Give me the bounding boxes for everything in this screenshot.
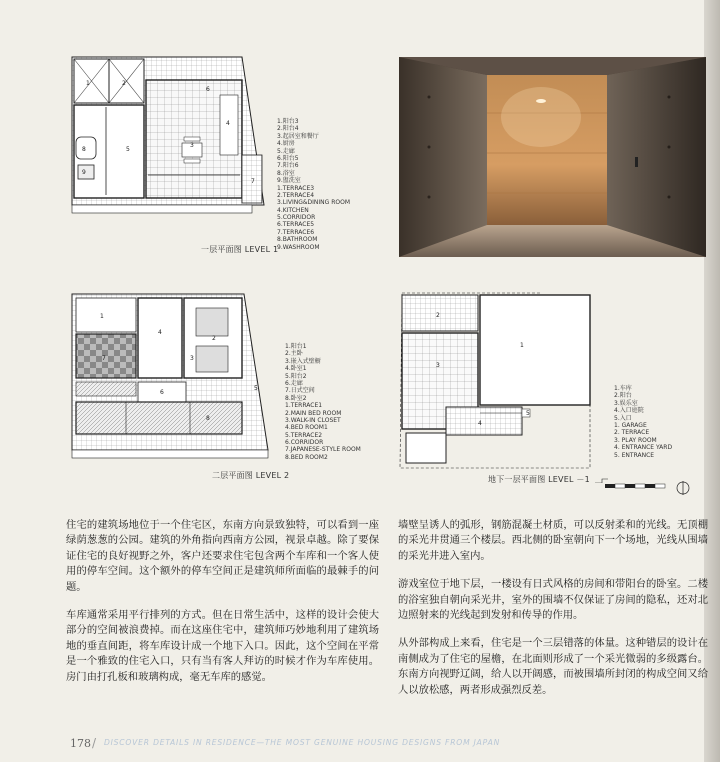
level1-room-7: 7 [251,178,255,185]
level2-legend-item: 3.嵌入式壁橱 [285,357,321,365]
level2-legend-item: 2.MAIN BED ROOM [285,409,342,417]
level1-legend-item: 3.起居室和餐厅 [277,132,319,140]
level1-room-6: 6 [206,86,210,93]
level-minus1-room-2: 2 [436,312,440,319]
level-minus1-floorplan-drawing [380,283,610,483]
level-minus1-legend-item: 4.入口庭院 [614,407,644,415]
level2-floorplan-drawing [66,290,276,465]
level1-legend-item: 3.LIVING&DINING ROOM [277,199,351,207]
level1-legend-item: 4.厨房 [277,140,295,148]
paragraph: 游戏室位于地下层，一楼设有日式风格的房间和带阳台的卧室。二楼的浴室独自朝向采光井，室外的围墙不仅保证了房间的隐私，还对北边照射来的光线起到发射和传导的作用。 [398,578,708,622]
paragraph: 从外部构成上来看，住宅是一个三层错落的体量。这种错层的设计在南侧成为了住宅的屋檐，在北面则形成了一个采光微弱的多级露台。东南方向视野辽阔，给人以开阔感，而被围墙所封闭的构成空间又给人以放松感，两者形成强烈反差。 [398,637,708,696]
level1-legend-item: 1.TERRACE3 [277,184,315,192]
level1-room-5: 5 [126,146,130,153]
level2-legend-item: 7.JAPANESE-STYLE ROOM [285,446,361,454]
level2-room-7: 7 [102,355,106,362]
level2-legend-item: 4.BED ROOM1 [285,424,328,432]
level2-room-8: 8 [206,415,210,422]
level-minus1-legend-item: 5. ENTRANCE [614,451,655,459]
level1-caption: 一层平面图 LEVEL 1 [201,245,279,254]
level2-legend-item: 4.卧室1 [285,365,307,373]
level1-room-4: 4 [226,120,230,127]
level1-legend-item: 7.阳台6 [277,162,299,170]
level2-room-6: 6 [160,389,164,396]
page-footer [0,735,720,755]
level1-legend-item: 7.TERRACE6 [277,228,315,236]
level1-plan [66,55,266,235]
level2-legend-item: 6.CORRIDOR [285,439,324,447]
level-minus1-room-5: 5 [526,410,530,417]
level2-legend-item: 8.BED ROOM2 [285,453,328,461]
level1-legend-item: 8.BATHROOM [277,236,318,244]
level1-legend-item: 8.浴室 [277,169,295,177]
level2-legend-item: 6.走廊 [285,379,303,387]
level2-legend [285,343,361,461]
scale-bar-and-north-arrow [605,478,695,498]
book-title: DISCOVER DETAILS IN RESIDENCE—THE MOST GENUINE HOUSING DESIGNS FROM JAPAN [104,738,501,747]
level-minus1-legend-item: 1.车库 [614,385,632,392]
level1-legend-item: 2.阳台4 [277,125,299,133]
paragraph: 墙壁呈诱人的弧形，钢筋混凝土材质，可以反射柔和的光线。无顶棚的采光井贯通三个楼层。西北侧的卧室朝向下一个场地，光线从围墙的采光井进入室内。 [398,519,708,562]
level1-room-3: 3 [190,142,194,149]
level2-room-1: 1 [100,313,104,320]
level1-legend-item: 9.盥洗室 [277,177,301,185]
level1-floorplan-drawing [66,55,266,235]
level-minus1-legend-item: 3. PLAY ROOM [614,436,657,444]
level2-legend-item: 2.主卧 [285,350,303,358]
level1-legend-item: 9.WASHROOM [277,243,320,251]
level-minus1-legend-item: 2. TERRACE [614,429,650,437]
level-minus1-room-3: 3 [436,362,440,369]
level-minus1-room-1: 1 [520,342,524,349]
level-minus1-legend [614,385,672,459]
level1-legend-item: 2.TERRACE4 [277,191,315,199]
level-minus1-legend-item: 5.入口 [614,414,632,422]
paragraph: 车库通常采用平行排列的方式。但在日常生活中，这样的设计会使大部分的空间被浪费掉。而在这座住宅中，建筑师巧妙地利用了建筑场地的垂直间距，将车库设计成一个地下入口。因此，这个空间在平常是一个雅致的住宅入口，只有当有客人拜访的时候才作为车库使用。房门由打孔板和玻璃构成，毫无车库的感觉。 [66,609,379,683]
level2-legend-item: 7.日式空间 [285,387,315,395]
level2-legend-item: 5.阳台2 [285,372,307,380]
body-text-left [66,518,379,698]
body-text-right [398,518,708,711]
level1-room-8: 8 [82,146,86,153]
level2-room-5: 5 [254,385,258,392]
level1-legend [277,118,350,251]
level2-caption: 二层平面图 LEVEL 2 [212,471,290,480]
level2-legend-item: 8.卧室2 [285,394,307,402]
level-minus1-legend-item: 3.娱乐室 [614,399,638,407]
level2-legend-item: 1.TERRACE1 [285,402,323,410]
level1-legend-item: 6.阳台5 [277,154,299,162]
footer-separator: / [92,736,97,750]
level2-legend-item: 3.WALK-IN CLOSET [285,416,341,424]
level-minus1-legend-item: 2.阳台 [614,392,632,400]
level1-legend-item: 5.CORRIDOR [277,214,316,222]
level2-plan [66,290,276,465]
level1-legend-item: 1.阳台3 [277,118,299,125]
level-minus1-caption: 地下一层平面图 LEVEL －1 [488,475,590,484]
level2-room-3: 3 [190,355,194,362]
paragraph: 住宅的建筑场地位于一个住宅区，东南方向景致独特，可以看到一座绿荫葱葱的公园。建筑的外角指向西南方公园，视景卓越。除了要保证住宅的良好视野之外，客户还要求住宅包含两个车库和一个客人使用的停车空间。这个额外的停车空间正是建筑师所面临的最棘手的问题。 [66,519,379,593]
interior-photo-image [399,57,706,257]
level1-legend-item: 6.TERRACE5 [277,221,315,229]
level2-room-2: 2 [212,335,216,342]
level2-room-4: 4 [158,329,162,336]
page-number: 178 [70,737,91,750]
level-minus1-plan [380,283,610,483]
level-minus1-room-4: 4 [478,420,482,427]
level-minus1-legend-item: 1. GARAGE [614,421,647,429]
level1-room-2: 2 [122,80,126,87]
level-minus1-legend-item: 4. ENTRANCE YARD [614,444,673,452]
interior-photo [399,57,706,257]
level1-room-1: 1 [86,80,90,87]
level1-room-9: 9 [82,169,86,176]
level2-legend-item: 1.阳台1 [285,343,307,350]
level1-legend-item: 4.KITCHEN [277,206,309,214]
level1-legend-item: 5.走廊 [277,147,295,155]
level2-legend-item: 5.TERRACE2 [285,431,323,439]
